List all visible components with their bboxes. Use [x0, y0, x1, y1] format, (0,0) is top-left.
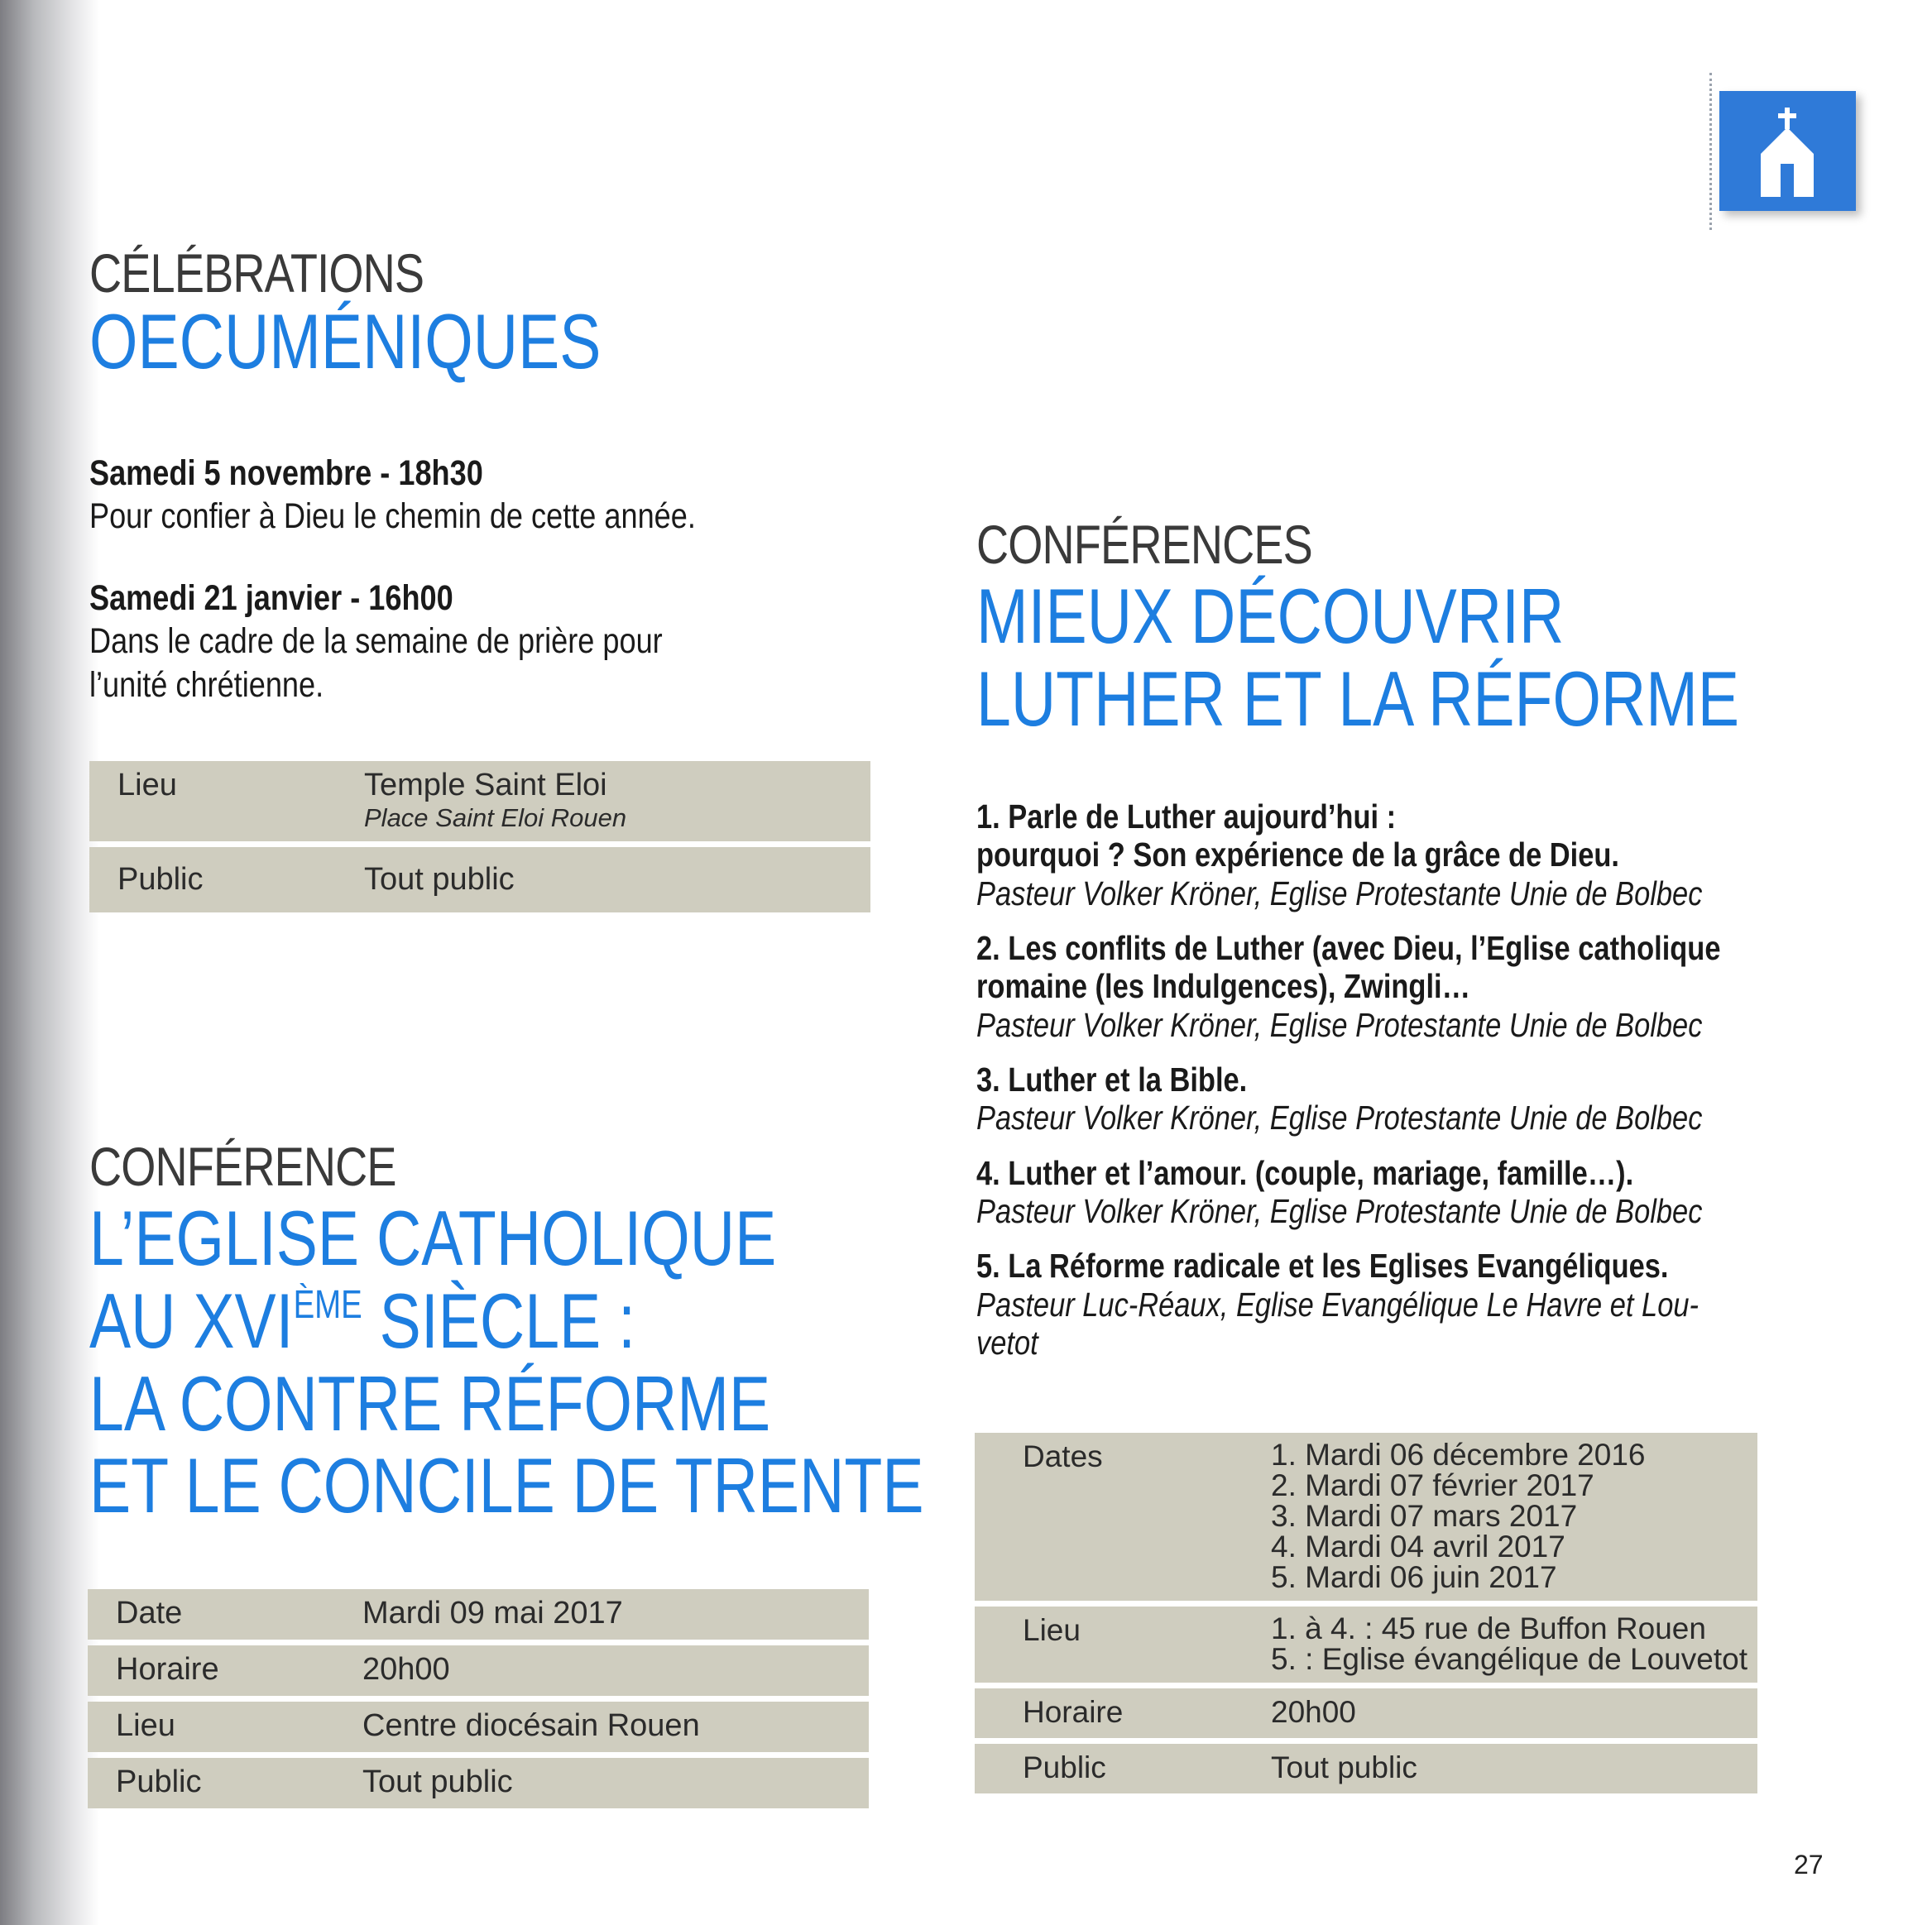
conference-item	[976, 1154, 1720, 1231]
conference-title-line	[89, 1276, 923, 1364]
date-entry: 1. Mardi 06 décembre 2016	[1271, 1438, 1646, 1472]
item-speaker: Pasteur Volker Kröner, Eglise Protestante Unie de Bolbec	[976, 874, 1703, 912]
page-number: 27	[1794, 1850, 1824, 1880]
item-speaker: vetot	[976, 1323, 1038, 1362]
conferences-list	[976, 797, 1720, 1362]
item-title: 1. Parle de Luther aujourd’hui :	[976, 797, 1397, 836]
info-label: Lieu	[89, 761, 364, 841]
info-value: 20h00	[1271, 1688, 1757, 1738]
info-value	[364, 761, 870, 841]
info-label: Public	[975, 1744, 1271, 1793]
item-title: pourquoi ? Son expérience de la grâce de Dieu.	[976, 836, 1620, 874]
date-entry: 2. Mardi 07 février 2017	[1271, 1468, 1594, 1502]
conferences-title-line: MIEUX DÉCOUVRIR	[976, 572, 1565, 660]
info-value: Tout public	[362, 1758, 869, 1808]
info-label: Public	[88, 1758, 362, 1808]
item-speaker: Pasteur Volker Kröner, Eglise Protestante Unie de Bolbec	[976, 1191, 1703, 1230]
conference-kicker: CONFÉRENCE	[89, 1136, 396, 1197]
celebrations-kicker: CÉLÉBRATIONS	[89, 242, 424, 304]
info-row	[975, 1607, 1757, 1683]
conference-item	[976, 929, 1720, 1044]
event-date: Samedi 5 novembre - 18h30	[89, 453, 483, 493]
title-text: AU XVI	[89, 1276, 294, 1364]
info-label: Date	[88, 1589, 362, 1640]
info-label: Lieu	[88, 1702, 362, 1752]
item-title: 4. Luther et l’amour. (couple, mariage, famille…).	[976, 1153, 1634, 1192]
info-value: Mardi 09 mai 2017	[362, 1589, 869, 1640]
celebrations-title: OECUMÉNIQUES	[89, 298, 602, 385]
conferences-info-table	[975, 1427, 1757, 1799]
event-description: Pour confier à Dieu le chemin de cette année.	[89, 496, 696, 537]
info-row	[88, 1645, 869, 1696]
item-speaker: Pasteur Luc-Réaux, Eglise Evangélique Le Havre et Lou-	[976, 1285, 1699, 1324]
conference-item	[976, 1061, 1720, 1137]
item-title: 2. Les conflits de Luther (avec Dieu, l’Eglise catholique	[976, 928, 1721, 967]
event-date: Samedi 21 janvier - 16h00	[89, 578, 453, 618]
venue-entry: 5. : Eglise évangélique de Louvetot	[1271, 1642, 1747, 1676]
item-speaker: Pasteur Volker Kröner, Eglise Protestante Unie de Bolbec	[976, 1099, 1703, 1137]
info-value: Tout public	[364, 847, 870, 912]
info-label: Horaire	[88, 1645, 362, 1696]
info-label: Horaire	[975, 1688, 1271, 1738]
info-row	[975, 1688, 1757, 1738]
info-label: Lieu	[975, 1607, 1271, 1683]
info-row	[88, 1589, 869, 1640]
date-entry: 5. Mardi 06 juin 2017	[1271, 1560, 1557, 1594]
info-value: Centre diocésain Rouen	[362, 1702, 869, 1752]
info-value	[1271, 1433, 1757, 1601]
event-description-line: Dans le cadre de la semaine de prière pour	[89, 621, 663, 662]
item-title: romaine (les Indulgences), Zwingli…	[976, 967, 1471, 1006]
info-value	[1271, 1607, 1757, 1683]
conference-title-line: L’EGLISE CATHOLIQUE	[89, 1195, 777, 1282]
info-row	[975, 1744, 1757, 1793]
church-badge	[1719, 91, 1856, 211]
info-label: Public	[89, 847, 364, 912]
info-label: Dates	[975, 1433, 1271, 1601]
info-value: Tout public	[1271, 1744, 1757, 1793]
date-entry: 4. Mardi 04 avril 2017	[1271, 1530, 1565, 1563]
celebrations-info-table	[89, 755, 870, 918]
church-icon	[1754, 108, 1820, 199]
conferences-section	[976, 516, 1930, 740]
info-row	[89, 761, 870, 841]
item-title: 5. La Réforme radicale et les Eglises Evangéliques.	[976, 1247, 1669, 1286]
conference-title-line: ET LE CONCILE DE TRENTE	[89, 1442, 924, 1530]
info-row	[89, 847, 870, 912]
celebrations-section	[89, 242, 729, 385]
conferences-title-line: LUTHER ET LA RÉFORME	[976, 654, 1740, 742]
item-title: 3. Luther et la Bible.	[976, 1060, 1248, 1099]
conference-title-line: LA CONTRE RÉFORME	[89, 1359, 771, 1447]
celebration-event-2	[89, 577, 663, 706]
info-row	[88, 1758, 869, 1808]
conference-info-table	[88, 1583, 869, 1814]
info-value: 20h00	[362, 1645, 869, 1696]
item-speaker: Pasteur Volker Kröner, Eglise Protestante Unie de Bolbec	[976, 1005, 1703, 1044]
venue-entry: 1. à 4. : 45 rue de Buffon Rouen	[1271, 1611, 1706, 1645]
venue-address: Place Saint Eloi Rouen	[364, 803, 627, 832]
title-superscript: ÈME	[293, 1282, 362, 1327]
title-text: SIÈCLE :	[362, 1276, 635, 1364]
conferences-kicker: CONFÉRENCES	[976, 514, 1312, 575]
conference-item	[976, 797, 1720, 912]
venue-name: Temple Saint Eloi	[364, 768, 607, 802]
info-row	[975, 1433, 1757, 1601]
date-entry: 3. Mardi 07 mars 2017	[1271, 1499, 1578, 1533]
event-description-line: l’unité chrétienne.	[89, 664, 324, 705]
conference-item	[976, 1247, 1720, 1362]
celebration-event-1	[89, 452, 696, 539]
book-spine-shadow	[0, 0, 99, 1925]
info-row	[88, 1702, 869, 1752]
